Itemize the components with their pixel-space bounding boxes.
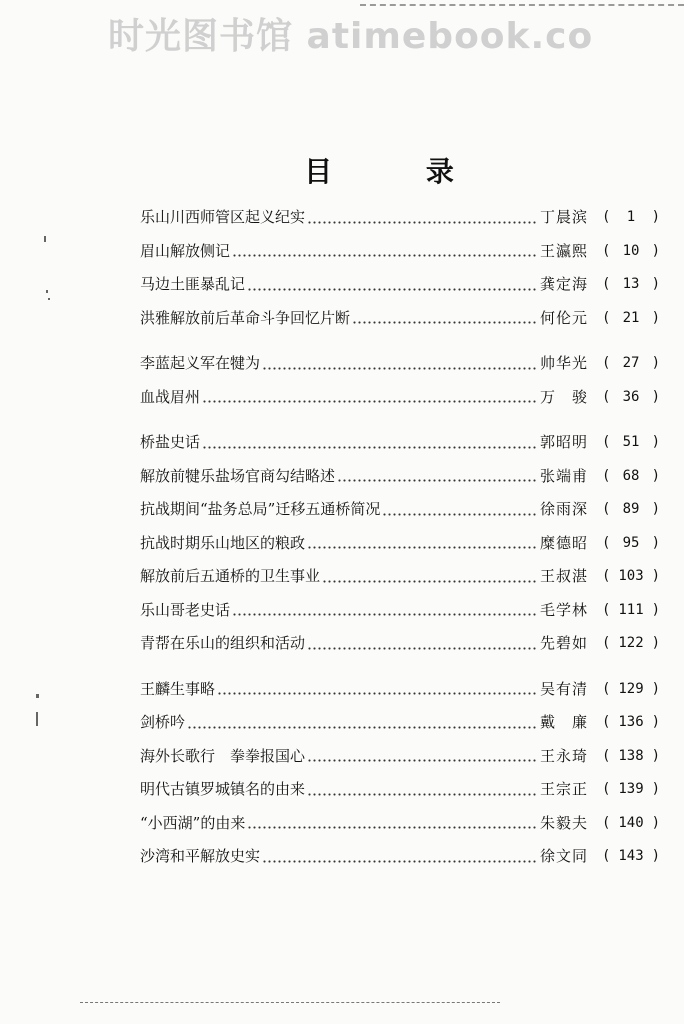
page-number: 1 (626, 209, 636, 225)
top-dashed-rule (360, 4, 684, 6)
dot-leader (382, 499, 538, 517)
entry-author: 徐雨深 (540, 500, 589, 518)
entry-title: 沙湾和平解放史实 (140, 847, 261, 865)
entry-author: 王瀛熙 (540, 241, 589, 260)
page-number: 138 (618, 747, 644, 764)
scan-speck (36, 694, 39, 698)
toc-entry (140, 627, 660, 661)
entry-page: ( 129 ) (602, 673, 660, 707)
dot-leader (187, 712, 538, 730)
entry-page: ( 51 ) (602, 426, 660, 460)
entry-author: 郭昭明 (540, 433, 589, 451)
dot-leader (262, 846, 538, 864)
page-number: 136 (618, 714, 644, 730)
entry-title: 李蓝起义军在犍为 (140, 354, 261, 372)
page-number: 122 (618, 635, 644, 651)
page-title: 目 录 (304, 155, 496, 188)
entry-page: ( 10 ) (602, 235, 660, 269)
entry-page: ( 27 ) (602, 347, 660, 381)
toc-entry (140, 493, 660, 527)
entry-page: ( 140 ) (602, 807, 660, 841)
page-number: 13 (622, 276, 640, 292)
entry-page: ( 95 ) (602, 527, 660, 561)
entry-title: 桥盐史话 (140, 433, 201, 451)
entry-title: 解放前犍乐盐场官商勾结略述 (140, 466, 336, 485)
toc-entry (140, 560, 660, 594)
entry-page: ( 139 ) (602, 773, 660, 807)
dot-leader (337, 465, 538, 483)
page-number: 10 (622, 242, 640, 259)
entry-page: ( 1 ) (602, 201, 660, 235)
entry-title: 眉山解放侧记 (140, 241, 231, 260)
entry-author: 朱毅夫 (540, 813, 589, 832)
entry-author: 毛学林 (540, 600, 589, 619)
dot-leader (247, 274, 538, 292)
page-number: 103 (618, 568, 644, 584)
entry-page: ( 122 ) (602, 627, 660, 661)
toc-entry (140, 773, 660, 807)
watermark: 时光图书馆 atimebook.co (108, 16, 594, 57)
toc-entry (140, 807, 660, 841)
page-number: 36 (622, 388, 640, 405)
entry-page: ( 13 ) (602, 268, 660, 302)
dot-leader (352, 307, 538, 325)
entry-title: 解放前后五通桥的卫生事业 (140, 567, 321, 585)
entry-author: 何伦元 (540, 308, 589, 327)
entry-title: 青帮在乐山的组织和活动 (140, 634, 306, 652)
toc-entry (140, 235, 660, 269)
entry-author: 王叔湛 (540, 567, 589, 585)
scan-speck (46, 290, 48, 293)
toc-entry (140, 347, 660, 381)
dot-leader (247, 812, 538, 830)
entry-author: 王宗正 (540, 780, 589, 798)
entry-page: ( 89 ) (602, 493, 660, 527)
dot-leader (307, 779, 538, 797)
entry-title: 洪雅解放前后革命斗争回忆片断 (140, 308, 351, 327)
entry-page: ( 143 ) (602, 840, 660, 874)
dot-leader (202, 386, 538, 404)
toc-entry (140, 594, 660, 628)
scan-speck (36, 712, 38, 726)
page-number: 143 (618, 848, 644, 864)
scan-bottom-edge (80, 1002, 500, 1003)
page-number: 21 (622, 309, 640, 326)
dot-leader (307, 633, 538, 651)
entry-author: 丁晨滨 (540, 208, 589, 226)
entry-author: 糜德昭 (540, 533, 589, 552)
dot-leader (307, 207, 538, 225)
toc-entry (140, 268, 660, 302)
toc-entry (140, 426, 660, 460)
toc-entry (140, 460, 660, 494)
entry-author: 徐文同 (540, 847, 589, 865)
entry-author: 吴有清 (540, 679, 589, 698)
entry-title: 血战眉州 (140, 387, 201, 406)
page-number: 27 (622, 355, 640, 371)
entry-title: 马边土匪暴乱记 (140, 275, 246, 293)
entry-author: 张端甫 (540, 466, 589, 485)
dot-leader (217, 678, 538, 696)
toc-entry (140, 673, 660, 707)
page-number: 140 (618, 814, 644, 831)
entry-title: 乐山川西师管区起义纪实 (140, 208, 306, 226)
entry-author: 先碧如 (540, 634, 589, 652)
entry-page: ( 136 ) (602, 706, 660, 740)
entry-page: ( 111 ) (602, 594, 660, 628)
entry-page: ( 68 ) (602, 460, 660, 494)
scan-speck (48, 298, 50, 300)
page-number: 89 (622, 501, 640, 517)
dot-leader (322, 566, 538, 584)
toc-entry (140, 201, 660, 235)
page-number: 139 (618, 781, 644, 797)
entry-author: 戴 廉 (540, 713, 589, 731)
entry-title: “小西湖”的由来 (140, 813, 246, 832)
entry-title: 王麟生事略 (140, 679, 216, 698)
entry-page: ( 21 ) (602, 302, 660, 336)
entry-page: ( 138 ) (602, 740, 660, 774)
table-of-contents (140, 201, 660, 874)
entry-author: 王永琦 (540, 746, 589, 765)
toc-entry (140, 706, 660, 740)
page-number: 68 (622, 467, 640, 484)
page-number: 111 (618, 601, 644, 618)
page-number: 129 (618, 680, 644, 697)
toc-entry (140, 527, 660, 561)
dot-leader (202, 432, 538, 450)
dot-leader (307, 532, 538, 550)
dot-leader (262, 353, 538, 371)
entry-title: 抗战期间“盐务总局”迁移五通桥简况 (140, 500, 381, 518)
page-number: 51 (622, 434, 640, 450)
dot-leader (232, 240, 538, 258)
entry-page: ( 36 ) (602, 381, 660, 415)
toc-entry (140, 840, 660, 874)
dot-leader (307, 745, 538, 763)
entry-author: 万 骏 (540, 387, 589, 406)
entry-title: 明代古镇罗城镇名的由来 (140, 780, 306, 798)
toc-entry (140, 302, 660, 336)
entry-title: 剑桥吟 (140, 713, 186, 731)
entry-title: 乐山哥老史话 (140, 600, 231, 619)
scan-speck (44, 236, 46, 242)
toc-entry (140, 740, 660, 774)
entry-title: 海外长歌行 拳拳报国心 (140, 746, 306, 765)
entry-author: 龚定海 (540, 275, 589, 293)
entry-page: ( 103 ) (602, 560, 660, 594)
page-number: 95 (622, 534, 640, 551)
entry-title: 抗战时期乐山地区的粮政 (140, 533, 306, 552)
dot-leader (232, 599, 538, 617)
entry-author: 帅华光 (540, 354, 589, 372)
toc-entry (140, 381, 660, 415)
